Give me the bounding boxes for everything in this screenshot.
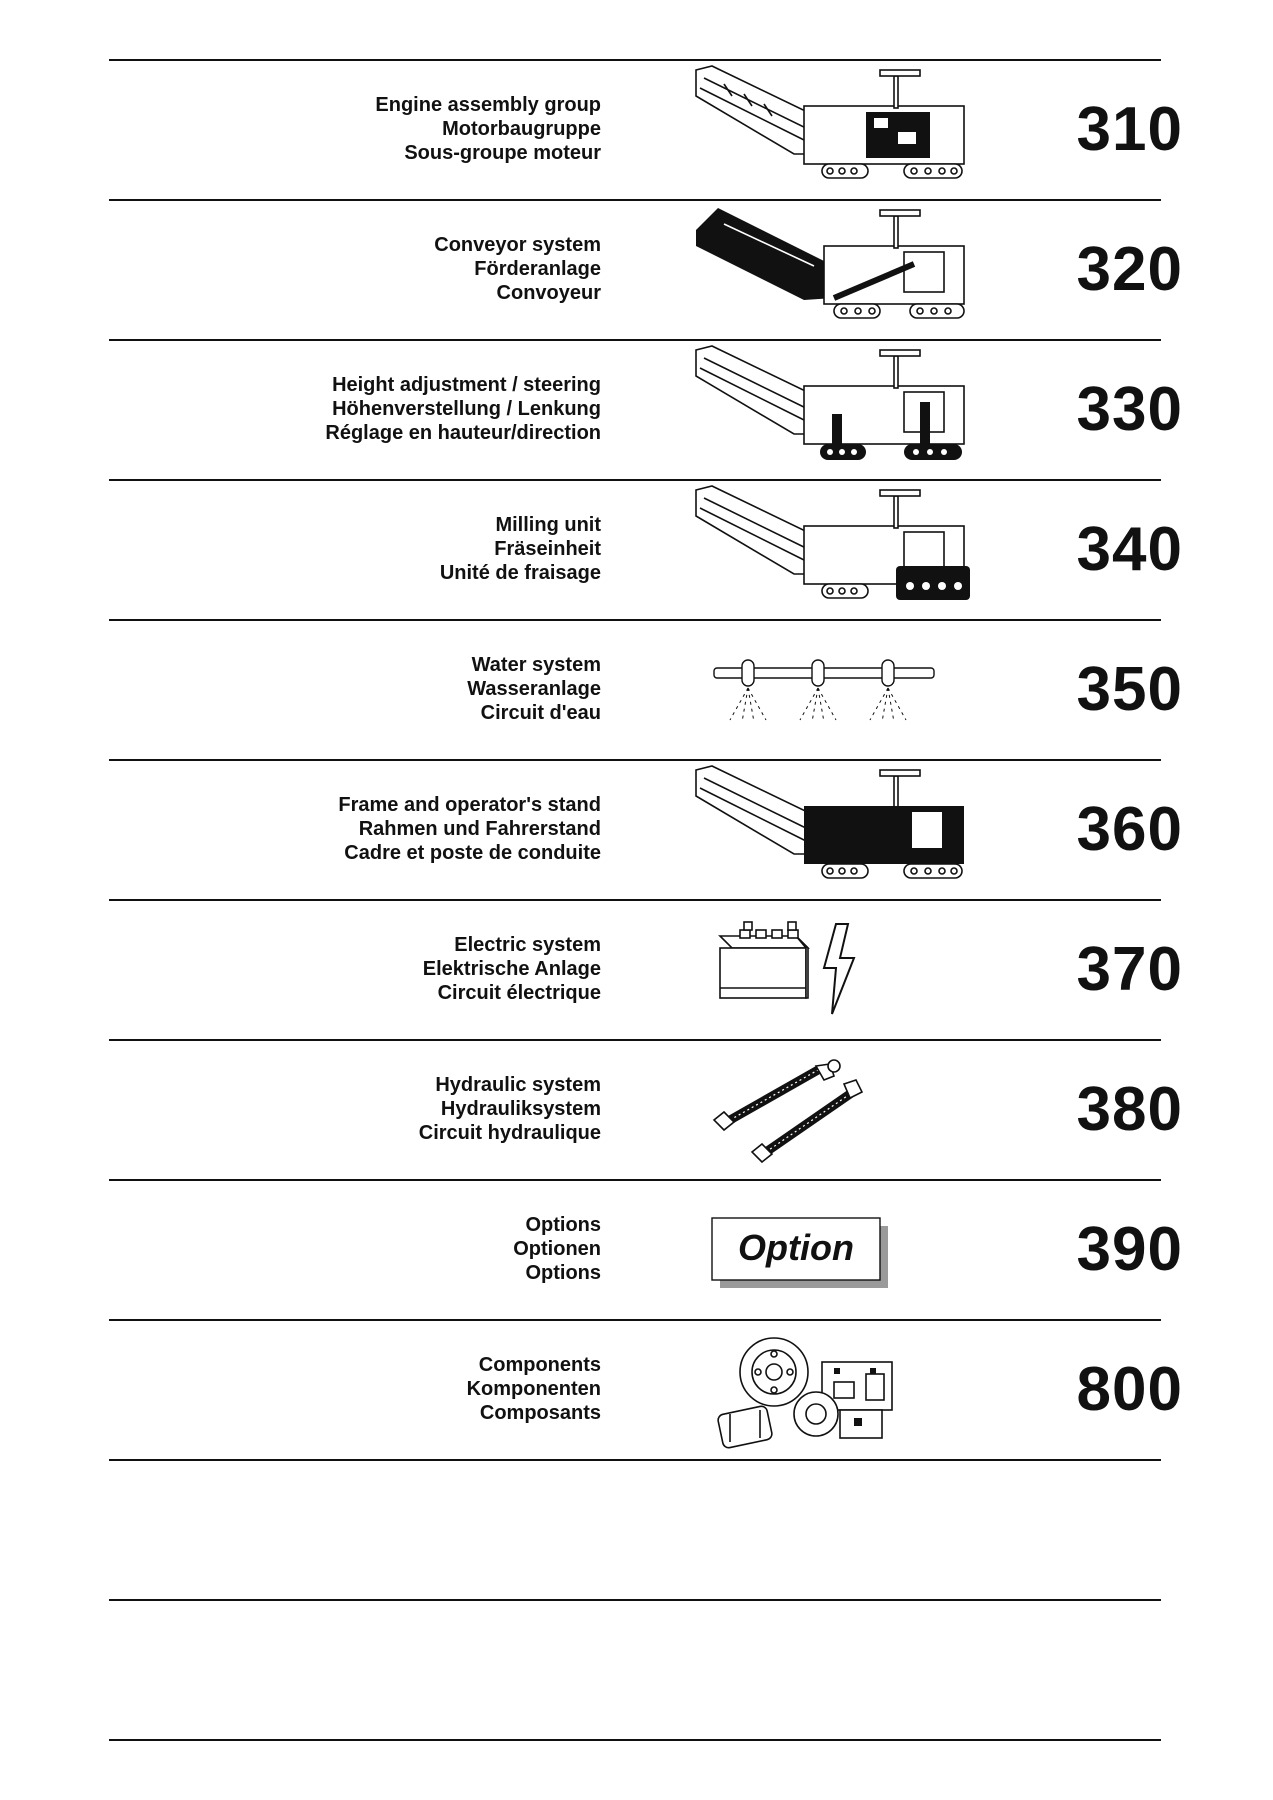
milling-machine-engine-icon — [684, 62, 1014, 196]
label-de: Fräseinheit — [494, 538, 601, 560]
label-de: Optionen — [513, 1238, 601, 1260]
section-row-330[interactable] — [109, 340, 1183, 478]
components-pumps-icon — [684, 1322, 1014, 1456]
option-label-icon — [684, 1182, 1014, 1316]
label-en: Milling unit — [495, 514, 601, 536]
section-row-340[interactable] — [109, 480, 1183, 618]
section-row-390[interactable] — [109, 1180, 1183, 1318]
section-labels — [513, 1180, 601, 1318]
section-labels — [467, 1320, 601, 1458]
section-code: 310 — [1076, 94, 1183, 164]
label-en: Conveyor system — [434, 234, 601, 256]
section-code: 340 — [1076, 514, 1183, 584]
divider — [109, 1459, 1161, 1461]
section-row-800[interactable] — [109, 1320, 1183, 1458]
divider — [109, 1599, 1161, 1601]
milling-machine-frame-icon — [684, 762, 1014, 896]
label-fr: Convoyeur — [496, 282, 601, 304]
section-labels — [375, 60, 601, 198]
section-code: 330 — [1076, 374, 1183, 444]
milling-machine-steering-icon — [684, 342, 1014, 476]
section-labels — [338, 760, 601, 898]
battery-lightning-icon — [684, 902, 1014, 1036]
label-de: Höhenverstellung / Lenkung — [332, 398, 601, 420]
section-code: 800 — [1076, 1354, 1183, 1424]
section-labels — [434, 200, 601, 338]
section-row-320[interactable] — [109, 200, 1183, 338]
section-labels — [419, 1040, 601, 1178]
section-code: 380 — [1076, 1074, 1183, 1144]
label-fr: Options — [525, 1262, 601, 1284]
label-fr: Sous-groupe moteur — [404, 142, 601, 164]
label-fr: Circuit hydraulique — [418, 1122, 601, 1144]
label-fr: Composants — [479, 1402, 601, 1424]
section-labels — [467, 620, 601, 758]
label-en: Height adjustment / steering — [332, 374, 601, 396]
section-row-350[interactable] — [109, 620, 1183, 758]
label-fr: Circuit d'eau — [480, 702, 601, 724]
section-labels — [423, 900, 601, 1038]
label-en: Water system — [471, 654, 601, 676]
section-code: 320 — [1076, 234, 1183, 304]
divider — [109, 1739, 1161, 1741]
label-en: Options — [525, 1214, 601, 1236]
label-fr: Réglage en hauteur/direction — [325, 422, 601, 444]
label-de: Hydrauliksystem — [440, 1098, 601, 1120]
label-en: Frame and operator's stand — [338, 794, 601, 816]
section-row-310[interactable] — [109, 60, 1183, 198]
section-code: 350 — [1076, 654, 1183, 724]
label-fr: Unité de fraisage — [439, 562, 601, 584]
label-en: Hydraulic system — [435, 1074, 601, 1096]
milling-machine-conveyor-icon — [684, 202, 1014, 336]
label-de: Rahmen und Fahrerstand — [358, 818, 601, 840]
label-fr: Circuit électrique — [437, 982, 601, 1004]
section-labels — [325, 340, 601, 478]
label-de: Förderanlage — [474, 258, 601, 280]
section-row-380[interactable] — [109, 1040, 1183, 1178]
section-row-370[interactable] — [109, 900, 1183, 1038]
label-en: Electric system — [454, 934, 601, 956]
option-badge-text: Option — [738, 1227, 854, 1268]
milling-machine-drum-icon — [684, 482, 1014, 616]
water-spray-nozzles-icon — [684, 622, 1014, 756]
label-en: Engine assembly group — [375, 94, 601, 116]
hydraulic-hoses-icon — [684, 1042, 1014, 1176]
label-de: Wasseranlage — [467, 678, 601, 700]
label-de: Motorbaugruppe — [442, 118, 601, 140]
section-code: 390 — [1076, 1214, 1183, 1284]
section-code: 360 — [1076, 794, 1183, 864]
section-labels — [440, 480, 601, 618]
label-de: Komponenten — [466, 1378, 601, 1400]
section-code: 370 — [1076, 934, 1183, 1004]
label-en: Components — [478, 1354, 601, 1376]
label-de: Elektrische Anlage — [422, 958, 601, 980]
section-row-360[interactable] — [109, 760, 1183, 898]
label-fr: Cadre et poste de conduite — [344, 842, 601, 864]
